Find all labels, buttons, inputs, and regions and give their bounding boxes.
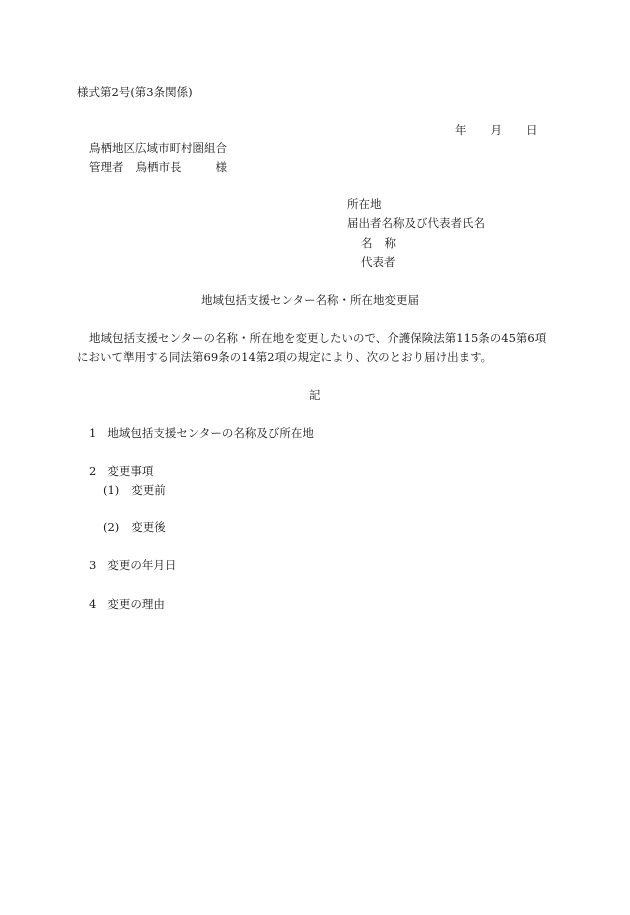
addressee-organization: 鳥栖地区広域市町村圏組合: [89, 141, 227, 155]
applicant-filer-label: 届出者名称及び代表者氏名: [347, 216, 485, 230]
applicant-representative-label: 代表者: [361, 255, 396, 269]
item-2-sub-1: [103, 483, 166, 497]
item-2-sub-1-text: 変更前: [131, 483, 166, 497]
item-2-sub-2-number: (2): [103, 520, 120, 534]
item-2-sub-2-text: 変更後: [131, 520, 166, 534]
applicant-name-label-2: 称: [384, 236, 396, 250]
date-month: 月: [490, 123, 502, 137]
item-1-text: 地域包括支援センターの名称及び所在地: [107, 426, 314, 440]
applicant-name-label-1: 名: [361, 236, 373, 250]
item-2-number: 2: [89, 464, 97, 478]
item-4-number: 4: [89, 597, 97, 611]
date-line: [455, 123, 538, 137]
date-day: 日: [526, 123, 538, 137]
document-title: 地域包括支援センター名称・所在地変更届: [201, 293, 420, 307]
item-4: [89, 597, 165, 611]
item-3-number: 3: [89, 558, 97, 572]
item-2-text: 変更事項: [107, 464, 154, 478]
item-1-number: 1: [89, 426, 97, 440]
item-2-sub-2: [103, 520, 166, 534]
item-2: [89, 464, 153, 478]
item-1: [89, 426, 314, 440]
item-4-text: 変更の理由: [107, 597, 165, 611]
addressee-official: 鳥栖市長: [135, 160, 182, 174]
addressee-line: [89, 160, 227, 174]
item-3: [89, 558, 176, 572]
addressee-honorific: 様: [215, 160, 227, 174]
date-year: 年: [455, 123, 467, 137]
body-line-1: 地域包括支援センターの名称・所在地を変更したいので、介護保険法第115条の45第6項: [89, 331, 547, 345]
body-line-2: において準用する同法第69条の14第2項の規定により、次のとおり届け出ます。: [77, 350, 493, 364]
applicant-address-label: 所在地: [347, 197, 382, 211]
ki-heading: 記: [309, 388, 321, 402]
form-label: 様式第2号(第3条関係): [77, 85, 193, 99]
item-2-sub-1-number: (1): [103, 483, 120, 497]
item-3-text: 変更の年月日: [107, 558, 177, 572]
addressee-role: 管理者: [89, 160, 124, 174]
applicant-name-label: [361, 236, 396, 250]
